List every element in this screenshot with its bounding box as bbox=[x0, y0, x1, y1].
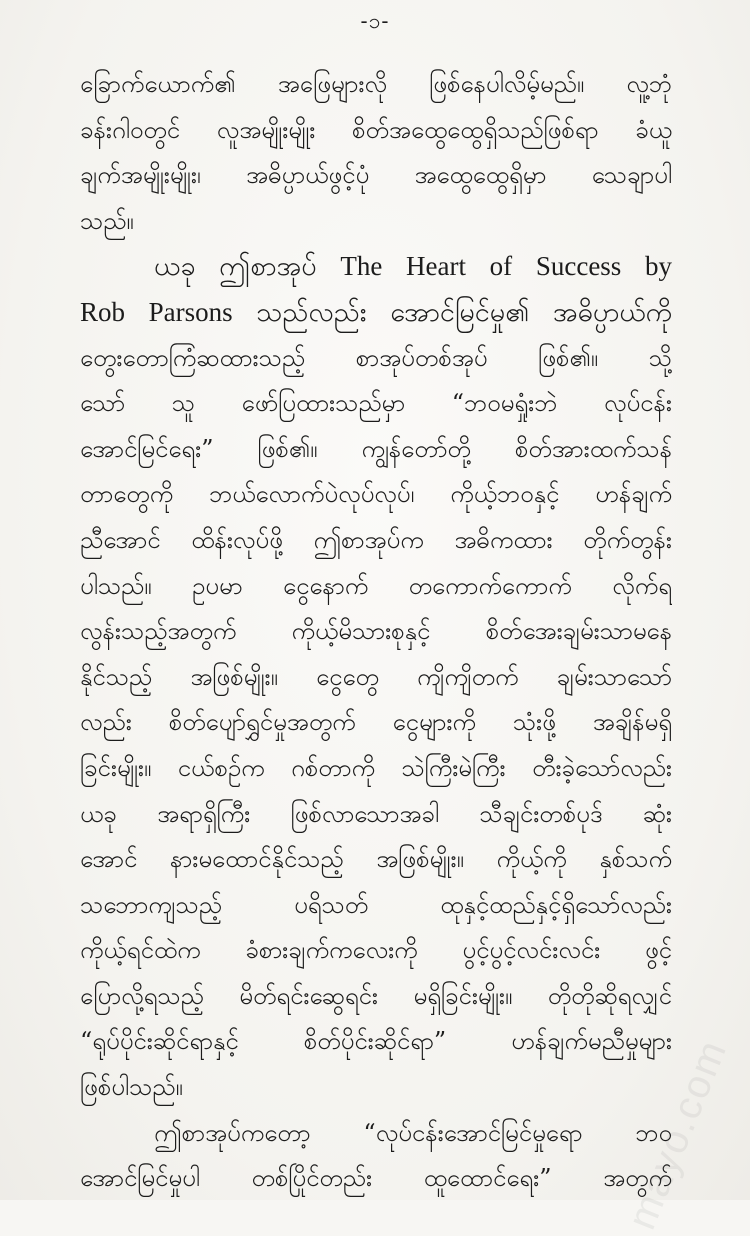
text-line: ဖြစ်ပါသည်။ bbox=[80, 1073, 183, 1102]
text-line: Rob Parsons သည်လည်း အောင်မြင်မှု၏ အဓိပ္ပာယ်ကို bbox=[80, 296, 672, 327]
text-line: တာတွေကို ဘယ်လောက်ပဲလုပ်လုပ်၊ ကိုယ့်ဘဝနှင့် ဟန်ချက် bbox=[80, 480, 672, 509]
text-line: လွန်းသည့်အတွက် ကိုယ့်မိသားစုနှင့် စိတ်အေးချမ်းသာမနေ bbox=[80, 617, 672, 646]
text-line: “ရုပ်ပိုင်းဆိုင်ရာနှင့် စိတ်ပိုင်းဆိုင်ရာ” ဟန်ချက်မညီမှုများ bbox=[80, 1027, 672, 1056]
text-line: သည်။ bbox=[80, 206, 134, 235]
text-line: ညီအောင် ထိန်းလုပ်ဖို့ ဤစာအုပ်က အဓိကထား တိုက်တွန်း bbox=[80, 525, 672, 554]
text-line: ခြောက်ယောက်၏ အဖြေများလို ဖြစ်နေပါလိမ့်မည်။ လူ့ဘုံ bbox=[80, 70, 672, 98]
text-line: သဘောကျသည့် ပရိသတ် ထုနှင့်ထည်နှင့်ရှိသော်လည်း bbox=[80, 890, 672, 919]
text-line: တွေးတောကြံဆထားသည့် စာအုပ်တစ်အုပ် ဖြစ်၏။ သို့ bbox=[80, 343, 672, 372]
text-line: ချက်အမျိုးမျိုး၊ အဓိပ္ပာယ်ဖွင့်ပုံ အထွေထွေရှိမှာ သေချာပါ bbox=[80, 161, 672, 190]
text-line: ယခု အရာရှိကြီး ဖြစ်လာသောအခါ သီချင်းတစ်ပုဒ် ဆုံး bbox=[80, 799, 672, 828]
text-line: ခန်းဂါဝတွင် လူအမျိုးမျိုး စိတ်အထွေထွေရှိသည်ဖြစ်ရာ ခံယူ bbox=[80, 115, 672, 144]
body-text bbox=[80, 62, 672, 1202]
text-line: ကိုယ့်ရင်ထဲက ခံစားချက်ကလေးကို ပွင့်ပွင့်လင်းလင်း ဖွင့် bbox=[80, 936, 672, 965]
text-line: အောင်မြင်ရေး” ဖြစ်၏။ ကျွန်တော်တို့ စိတ်အားထက်သန် bbox=[80, 434, 672, 463]
text-line: ပြောလို့ရသည့် မိတ်ရင်းဆွေရင်း မရှိခြင်းမျိုး။ တိုတိုဆိုရလျှင် bbox=[80, 981, 672, 1010]
text-line: သော် သူ ဖော်ပြထားသည်မှာ “ဘဝမရှုံးဘဲ လုပ်ငန်း bbox=[80, 389, 672, 418]
text-line: နိုင်သည့် အဖြစ်မျိုး။ ငွေတွေ ကျိကျိတက် ချမ်းသာသော် bbox=[80, 662, 672, 691]
text-line: အောင်မြင်မှုပါ တစ်ပြိုင်တည်း ထူထောင်ရေး” အတွက် bbox=[80, 1164, 672, 1193]
text-line: အောင် နားမထောင်နိုင်သည့် အဖြစ်မျိုး။ ကိုယ့်ကို နှစ်သက် bbox=[80, 845, 672, 874]
text-line: လည်း စိတ်ပျော်ရွှင်မှုအတွက် ငွေများကို သုံးဖို့ အချိန်မရှိ bbox=[80, 708, 672, 737]
text-line: ယခု ဤစာအုပ် The Heart of Success by bbox=[154, 251, 672, 282]
text-line: ပါသည်။ ဥပမာ ငွေနောက် တကောက်ကောက် လိုက်ရ bbox=[80, 571, 672, 600]
text-line: ဤစာအုပ်ကတော့ “လုပ်ငန်းအောင်မြင်မှုရော ဘဝ bbox=[154, 1118, 672, 1147]
text-line: ခြင်းမျိုး။ ငယ်စဉ်က ဂစ်တာကို သဲကြီးမဲကြီး တီးခဲ့သော်လည်း bbox=[80, 753, 672, 782]
watermark: mayo.com bbox=[619, 1033, 736, 1236]
page-number: -၁- bbox=[360, 9, 390, 33]
